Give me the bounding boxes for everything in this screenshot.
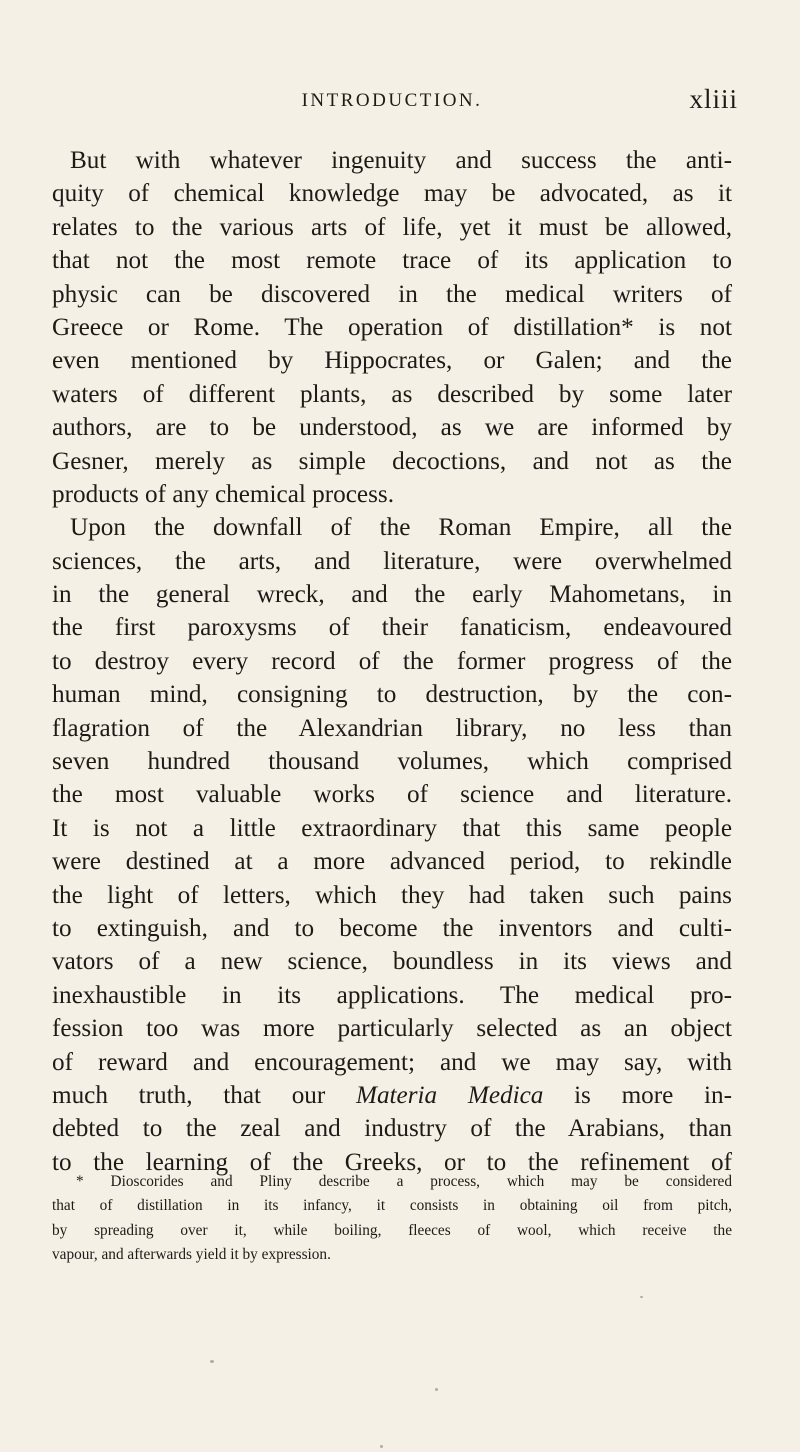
text-segment: is more in- [574,1081,732,1109]
text-line: debted to the zeal and industry of the Arabians, than [52,1115,732,1143]
paper-speck [640,1296,643,1298]
text-line: of reward and encouragement; and we may say, with [52,1048,732,1076]
footnote-line: * Dioscorides and Pliny describe a process, which may be considered [76,1173,732,1190]
paper-speck [380,1445,383,1448]
text-line: authors, are to be understood, as we are informed by [52,414,732,442]
text-line: Gesner, merely as simple decoctions, and not as the [52,447,732,475]
footnote-line: vapour, and afterwards yield it by expression. [52,1246,331,1264]
footnote-line: by spreading over it, while boiling, fleeces of wool, which receive the [52,1221,732,1239]
text-line: relates to the various arts of life, yet it must be allowed, [52,213,732,241]
text-line: physic can be discovered in the medical writers of [52,280,732,308]
text-line: But with whatever ingenuity and success the anti- [70,147,732,174]
body-text [52,144,732,1179]
text-line: even mentioned by Hippocrates, or Galen; and the [52,347,732,375]
text-line-with-italic [52,1079,732,1112]
text-line: to extinguish, and to become the inventors and culti- [52,914,732,942]
text-line: the first paroxysms of their fanaticism, endeavoured [52,614,732,642]
running-head: INTRODUCTION. [301,90,483,111]
text-line: quity of chemical knowledge may be advocated, as it [52,180,732,208]
text-line: waters of different plants, as described by some later [52,380,732,408]
text-line: fession too was more particularly selected as an object [52,1015,732,1043]
page-header [52,84,738,130]
footnote [52,1170,732,1268]
paper-speck [210,1360,214,1363]
text-line: It is not a little extraordinary that this same people [52,814,732,842]
text-line: Greece or Rome. The operation of distillation* is not [52,313,732,341]
text-line: vators of a new science, boundless in its views and [52,948,732,976]
text-line: that not the most remote trace of its application to [52,247,732,275]
text-line: were destined at a more advanced period, to rekindle [52,848,732,876]
text-line: sciences, the arts, and literature, were overwhelmed [52,547,732,575]
text-segment: much truth, that our [52,1081,326,1109]
text-line: products of any chemical process. [52,480,395,508]
text-line: to destroy every record of the former progress of the [52,647,732,675]
text-line: seven hundred thousand volumes, which comprised [52,748,732,776]
paper-speck [435,1388,438,1391]
text-line: the light of letters, which they had taken such pains [52,881,732,909]
italic-title-materia-medica: Materia Medica [355,1081,544,1109]
text-line: the most valuable works of science and literature. [52,781,732,809]
text-line: human mind, consigning to destruction, by the con- [52,681,732,709]
page-number: xliii [689,84,738,114]
text-line: to the learning of the Greeks, or to the refinement of [52,1148,732,1176]
text-line: in the general wreck, and the early Mahometans, in [52,581,732,609]
footnote-line: that of distillation in its infancy, it consists in obtaining oil from pitch, [52,1197,732,1215]
text-line: Upon the downfall of the Roman Empire, all the [70,514,732,542]
text-line: inexhaustible in its applications. The medical pro- [52,981,732,1009]
text-line: flagration of the Alexandrian library, no less than [52,714,732,742]
